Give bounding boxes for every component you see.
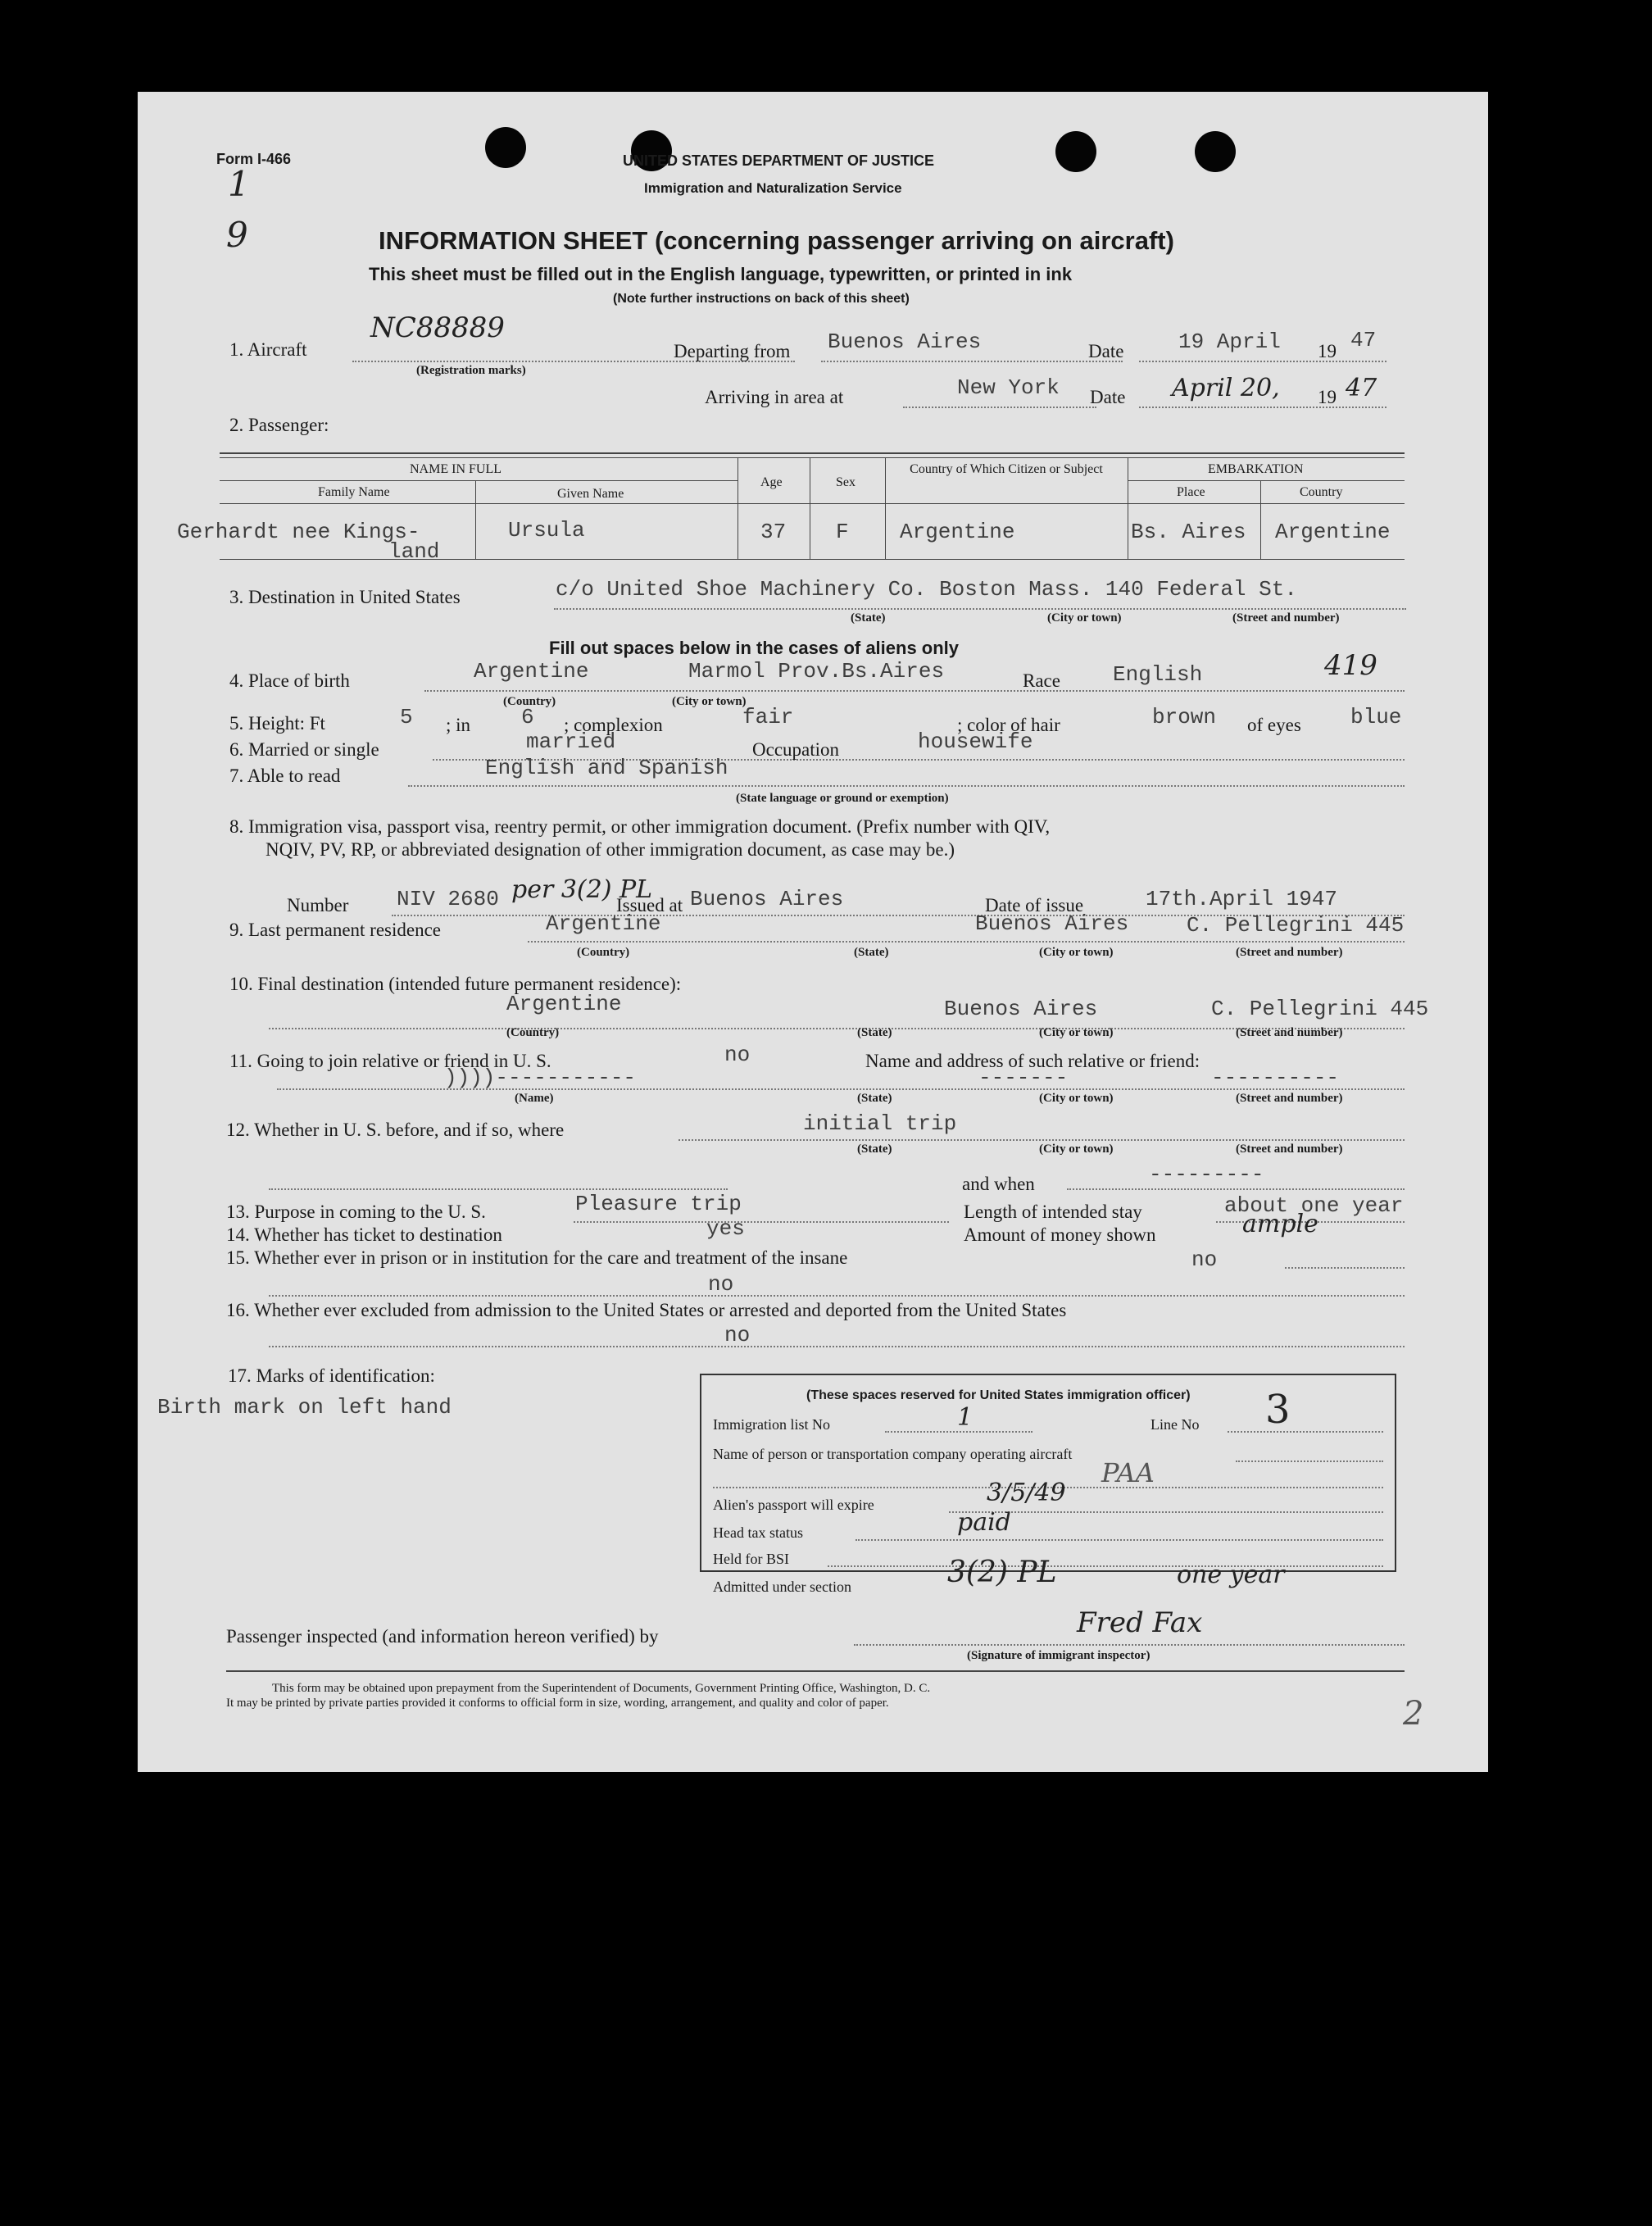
arriving-value: New York: [957, 375, 1060, 400]
sub-city: (City or town): [1039, 946, 1114, 959]
arr-year-prefix: 19: [1318, 387, 1337, 407]
margin-mark: 9: [226, 215, 248, 255]
th-country: Country of Which Citizen or Subject: [910, 462, 1103, 476]
final-label: 10. Final destination (intended future permanent residence):: [229, 974, 682, 994]
join-city: -------: [978, 1065, 1069, 1090]
issue-date-label: Date of issue: [985, 895, 1084, 915]
prison-label: 15. Whether ever in prison or in institution for the care and treatment of the insane: [226, 1247, 848, 1268]
eyes-label: of eyes: [1247, 715, 1301, 735]
sub-city: (City or town): [1039, 1143, 1114, 1156]
footer-line-2: It may be printed by private parties provided it conforms to official form in size, wording, arrangement, and quality and color of paper.: [226, 1697, 889, 1710]
punch-hole: [1055, 131, 1096, 172]
tax-value: paid: [957, 1508, 1011, 1537]
footer-line-1: This form may be obtained upon prepayment from the Superintendent of Documents, Government Printing Office, Washington, D. C.: [272, 1682, 931, 1695]
ticket-value: yes: [706, 1216, 745, 1241]
ticket-label: 14. Whether has ticket to destination: [226, 1224, 502, 1245]
sub-country: (Country): [503, 695, 556, 708]
read-value: English and Spanish: [485, 756, 728, 780]
sub-city: (City or town): [1047, 611, 1122, 625]
line-value: 3: [1265, 1387, 1291, 1433]
height-ft: 5: [400, 705, 413, 729]
occupation-label: Occupation: [752, 739, 840, 760]
company-label: Name of person or transportation company operating aircraft: [713, 1446, 1073, 1462]
join-value: no: [724, 1043, 751, 1067]
prison-value-2: no: [708, 1272, 734, 1297]
th-family: Family Name: [318, 485, 390, 499]
passenger-label: 2. Passenger:: [229, 415, 329, 435]
final-city: Buenos Aires: [944, 997, 1098, 1021]
visa-number-label: Number: [287, 895, 349, 915]
destination-label: 3. Destination in United States: [229, 587, 461, 607]
sub-state: (State): [851, 611, 886, 625]
instructions: This sheet must be filled out in the English language, typewritten, or printed in ink: [369, 264, 1073, 284]
birth-country: Argentine: [474, 659, 589, 684]
hair: brown: [1152, 705, 1217, 729]
join-name-label: Name and address of such relative or friend:: [865, 1051, 1200, 1071]
departing-label: Departing from: [674, 341, 791, 361]
list-label: Immigration list No: [713, 1416, 830, 1433]
eyes: blue: [1350, 705, 1402, 729]
year-value: 47: [1350, 328, 1377, 352]
th-embarkation: EMBARKATION: [1208, 462, 1304, 476]
sub-name: (Name): [515, 1092, 554, 1105]
visa-label: 8. Immigration visa, passport visa, reentry permit, or other immigration document. (Prefix number with QIV,: [229, 816, 1051, 837]
th-sex: Sex: [836, 475, 856, 489]
excluded-value: no: [724, 1323, 751, 1347]
birth-code: 419: [1324, 649, 1377, 682]
th-age: Age: [760, 475, 783, 489]
line-label: Line No: [1150, 1416, 1200, 1433]
sub-city: (City or town): [1039, 1026, 1114, 1039]
date-value: 19 April: [1178, 329, 1281, 354]
page-mark: 2: [1403, 1695, 1424, 1733]
officer-title: (These spaces reserved for United States immigration officer): [806, 1388, 1191, 1402]
occupation: housewife: [918, 729, 1033, 754]
join-street: ----------: [1211, 1065, 1340, 1090]
reg-note: (Registration marks): [416, 364, 526, 377]
married-value: married: [526, 729, 616, 754]
sub-street: (Street and number): [1236, 1092, 1343, 1105]
instructions-note: (Note further instructions on back of this sheet): [613, 292, 910, 306]
sex: F: [836, 520, 849, 544]
punch-hole: [1195, 131, 1236, 172]
signature-sub: (Signature of immigrant inspector): [967, 1649, 1150, 1662]
sub-state: (State): [857, 1026, 892, 1039]
visa-label-2: NQIV, PV, RP, or abbreviated designation of other immigration document, as case may be.): [266, 839, 955, 860]
arr-date-label: Date: [1090, 387, 1126, 407]
sub-country: (Country): [577, 946, 630, 959]
sub-street: (Street and number): [1232, 611, 1340, 625]
th-name-in-full: NAME IN FULL: [410, 462, 502, 476]
issue-date: 17th.April 1947: [1146, 887, 1338, 911]
visa-hand: per 3(2) PL: [511, 875, 653, 904]
residence-label: 9. Last permanent residence: [229, 920, 441, 940]
read-sub: (State language or ground or exemption): [736, 792, 949, 805]
issued-value: Buenos Aires: [690, 887, 844, 911]
join-label: 11. Going to join relative or friend in U. S.: [229, 1051, 551, 1071]
before-label: 12. Whether in U. S. before, and if so, where: [226, 1120, 565, 1140]
page-title: INFORMATION SHEET (concerning passenger arriving on aircraft): [379, 226, 1174, 255]
purpose-label: 13. Purpose in coming to the U. S.: [226, 1202, 486, 1222]
sub-state: (State): [854, 946, 889, 959]
year-prefix: 19: [1318, 341, 1337, 361]
expire-label: Alien's passport will expire: [713, 1497, 874, 1513]
final-street: C. Pellegrini 445: [1211, 997, 1429, 1021]
complexion-label: ; complexion: [564, 715, 663, 735]
form-number: Form I-466: [216, 151, 292, 167]
sub-street: (Street and number): [1236, 946, 1343, 959]
when-label: and when: [962, 1174, 1035, 1194]
expire-value: 3/5/49: [987, 1479, 1066, 1507]
th-place: Place: [1177, 485, 1205, 499]
residence-city: Buenos Aires: [975, 911, 1129, 936]
sub-street: (Street and number): [1236, 1026, 1343, 1039]
family-name: Gerhardt nee Kings-: [177, 520, 420, 544]
when-value: ---------: [1149, 1162, 1264, 1187]
punch-hole: [485, 127, 526, 168]
race-value: English: [1113, 662, 1203, 687]
birth-label: 4. Place of birth: [229, 670, 350, 691]
marks-value: Birth mark on left hand: [157, 1395, 452, 1420]
complexion: fair: [742, 705, 794, 729]
purpose-value: Pleasure trip: [575, 1192, 742, 1216]
section-note: one year: [1177, 1560, 1285, 1589]
arriving-label: Arriving in area at: [705, 387, 844, 407]
arr-year-value: 47: [1346, 374, 1377, 402]
company-value: PAA: [1101, 1457, 1155, 1488]
hair-label: ; color of hair: [957, 715, 1060, 735]
section-label: Admitted under section: [713, 1579, 851, 1595]
margin-mark: 1: [228, 164, 250, 204]
money-value: ample: [1242, 1210, 1318, 1238]
stay-label: Length of intended stay: [964, 1202, 1142, 1222]
citizen: Argentine: [900, 520, 1015, 544]
sub-state: (State): [857, 1143, 892, 1156]
residence-street: C. Pellegrini 445: [1187, 913, 1405, 938]
destination-value: c/o United Shoe Machinery Co. Boston Mass. 140 Federal St.: [556, 577, 1297, 602]
aliens-note: Fill out spaces below in the cases of aliens only: [549, 638, 960, 658]
emb-country: Argentine: [1275, 520, 1391, 544]
departing-value: Buenos Aires: [828, 329, 982, 354]
residence-country: Argentine: [546, 911, 661, 936]
height-label: 5. Height: Ft: [229, 713, 325, 734]
sub-city: (City or town): [672, 695, 747, 708]
married-label: 6. Married or single: [229, 739, 379, 760]
list-value: 1: [957, 1403, 974, 1432]
family-name-cont: land: [388, 539, 440, 564]
department: UNITED STATES DEPARTMENT OF JUSTICE: [623, 152, 935, 169]
before-value: initial trip: [803, 1111, 957, 1136]
age: 37: [760, 520, 787, 544]
marks-label: 17. Marks of identification:: [228, 1365, 435, 1386]
sub-country: (Country): [506, 1026, 560, 1039]
tax-label: Head tax status: [713, 1524, 803, 1541]
sub-street: (Street and number): [1236, 1143, 1343, 1156]
prison-value: no: [1191, 1247, 1218, 1272]
th-given: Given Name: [557, 487, 624, 501]
officer-box: [700, 1374, 1396, 1572]
height-in: 6: [521, 705, 534, 729]
date-label: Date: [1088, 341, 1124, 361]
height-in-label: ; in: [446, 715, 471, 735]
sub-city: (City or town): [1039, 1092, 1114, 1105]
service: Immigration and Naturalization Service: [644, 180, 902, 196]
join-name: ))))-----------: [444, 1065, 637, 1090]
final-country: Argentine: [506, 992, 622, 1016]
emb-place: Bs. Aires: [1131, 520, 1246, 544]
inspected-label: Passenger inspected (and information hereon verified) by: [226, 1626, 659, 1647]
bsi-label: Held for BSI: [713, 1551, 789, 1567]
stay-value: about one year: [1224, 1193, 1404, 1218]
read-label: 7. Able to read: [229, 765, 341, 786]
money-label: Amount of money shown: [964, 1224, 1156, 1245]
visa-number: NIV 2680: [397, 887, 499, 911]
race-label: Race: [1023, 670, 1060, 691]
sub-state: (State): [857, 1092, 892, 1105]
aircraft-label: 1. Aircraft: [229, 339, 307, 360]
inspector-signature: Fred Fax: [1077, 1606, 1203, 1639]
aircraft-reg: NC88889: [370, 311, 505, 344]
birth-city: Marmol Prov.Bs.Aires: [688, 659, 945, 684]
given-name: Ursula: [508, 518, 585, 543]
excluded-label: 16. Whether ever excluded from admission to the United States or arrested and deported from the United States: [226, 1300, 1067, 1320]
form-sheet: [138, 92, 1488, 1772]
th-emb-country: Country: [1300, 485, 1343, 499]
issued-label: Issued at: [616, 895, 683, 915]
section-value: 3(2) PL: [947, 1556, 1057, 1589]
arr-date-value: April 20,: [1172, 374, 1280, 402]
